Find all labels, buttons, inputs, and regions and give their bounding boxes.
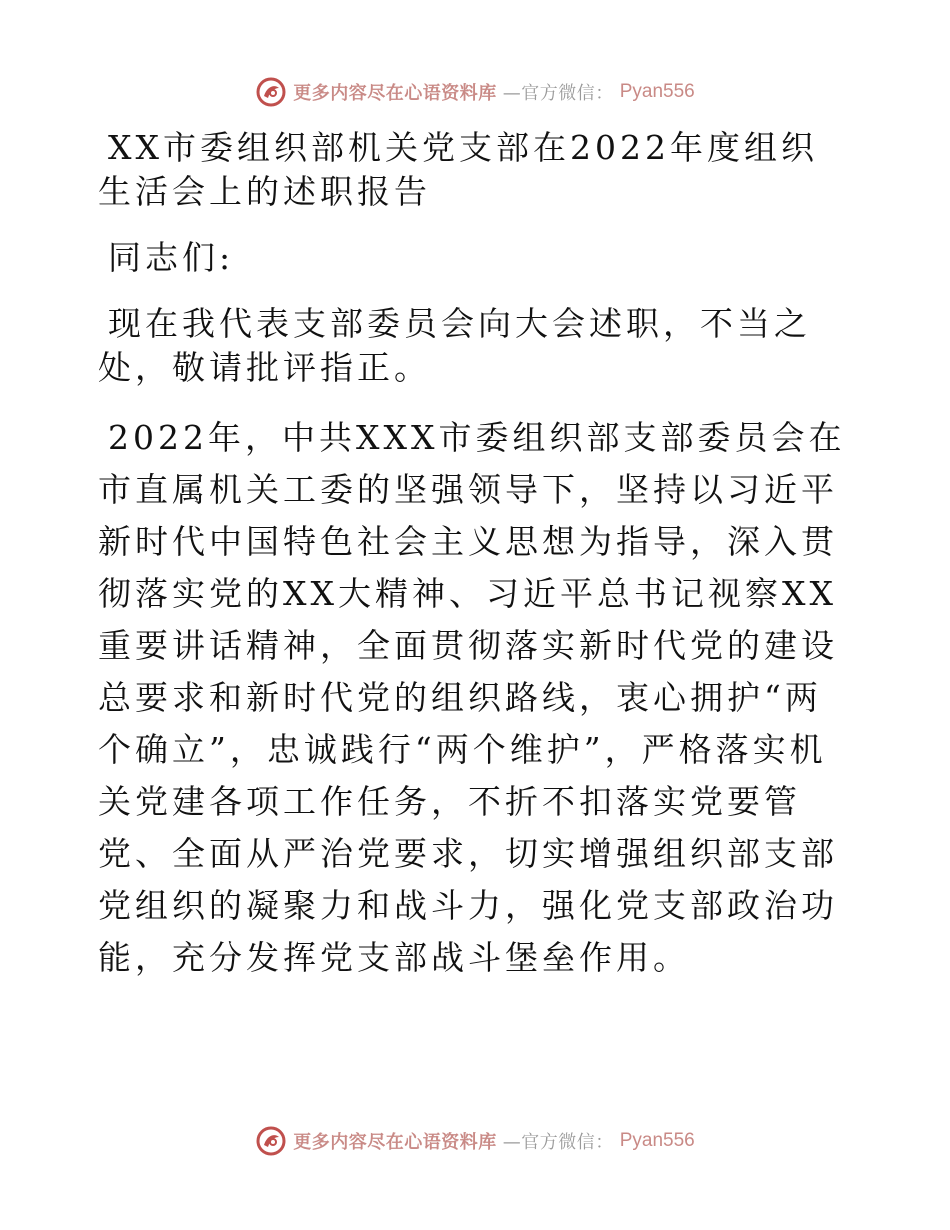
document-title: XX市委组织部机关党支部在2022年度组织生活会上的述职报告 bbox=[98, 128, 818, 211]
paragraph-opening: 现在我代表支部委员会向大会述职，不当之处，敬请批评指正。 bbox=[98, 304, 811, 387]
banner-separator-text: —官方微信： bbox=[502, 1132, 614, 1153]
banner-main-text: 更多内容尽在心语资料库 bbox=[293, 83, 497, 104]
document-body bbox=[98, 126, 853, 1006]
header-watermark-banner bbox=[0, 72, 950, 112]
banner-wechat-id: Pyan556 bbox=[619, 81, 695, 102]
red-swirl-logo-icon bbox=[255, 76, 287, 108]
salutation: 同志们: bbox=[108, 238, 235, 277]
footer-watermark-banner bbox=[0, 1121, 950, 1161]
banner-wechat-id: Pyan556 bbox=[619, 1130, 695, 1151]
banner-main-text: 更多内容尽在心语资料库 bbox=[293, 1132, 497, 1153]
red-swirl-logo-icon bbox=[255, 1125, 287, 1157]
banner-separator-text: —官方微信： bbox=[502, 83, 614, 104]
paragraph-main: 2022年，中共XXX市委组织部支部委员会在市直属机关工委的坚强领导下，坚持以习近平新时代中国特色社会主义思想为指导，深入贯彻落实党的XX大精神、习近平总书记视察XX重要讲话精神，全面贯彻落实新时代党的建设总要求和新时代党的组织路线，衷心拥护“两个确立”，忠诚践行“两个维护”，严格落实机关党建各项工作任务，不折不扣落实党要管党、全面从严治党要求，切实增强组织部支部党组织的凝聚力和战斗力，强化党支部政治功能，充分发挥党支部战斗堡垒作用。 bbox=[98, 418, 846, 977]
